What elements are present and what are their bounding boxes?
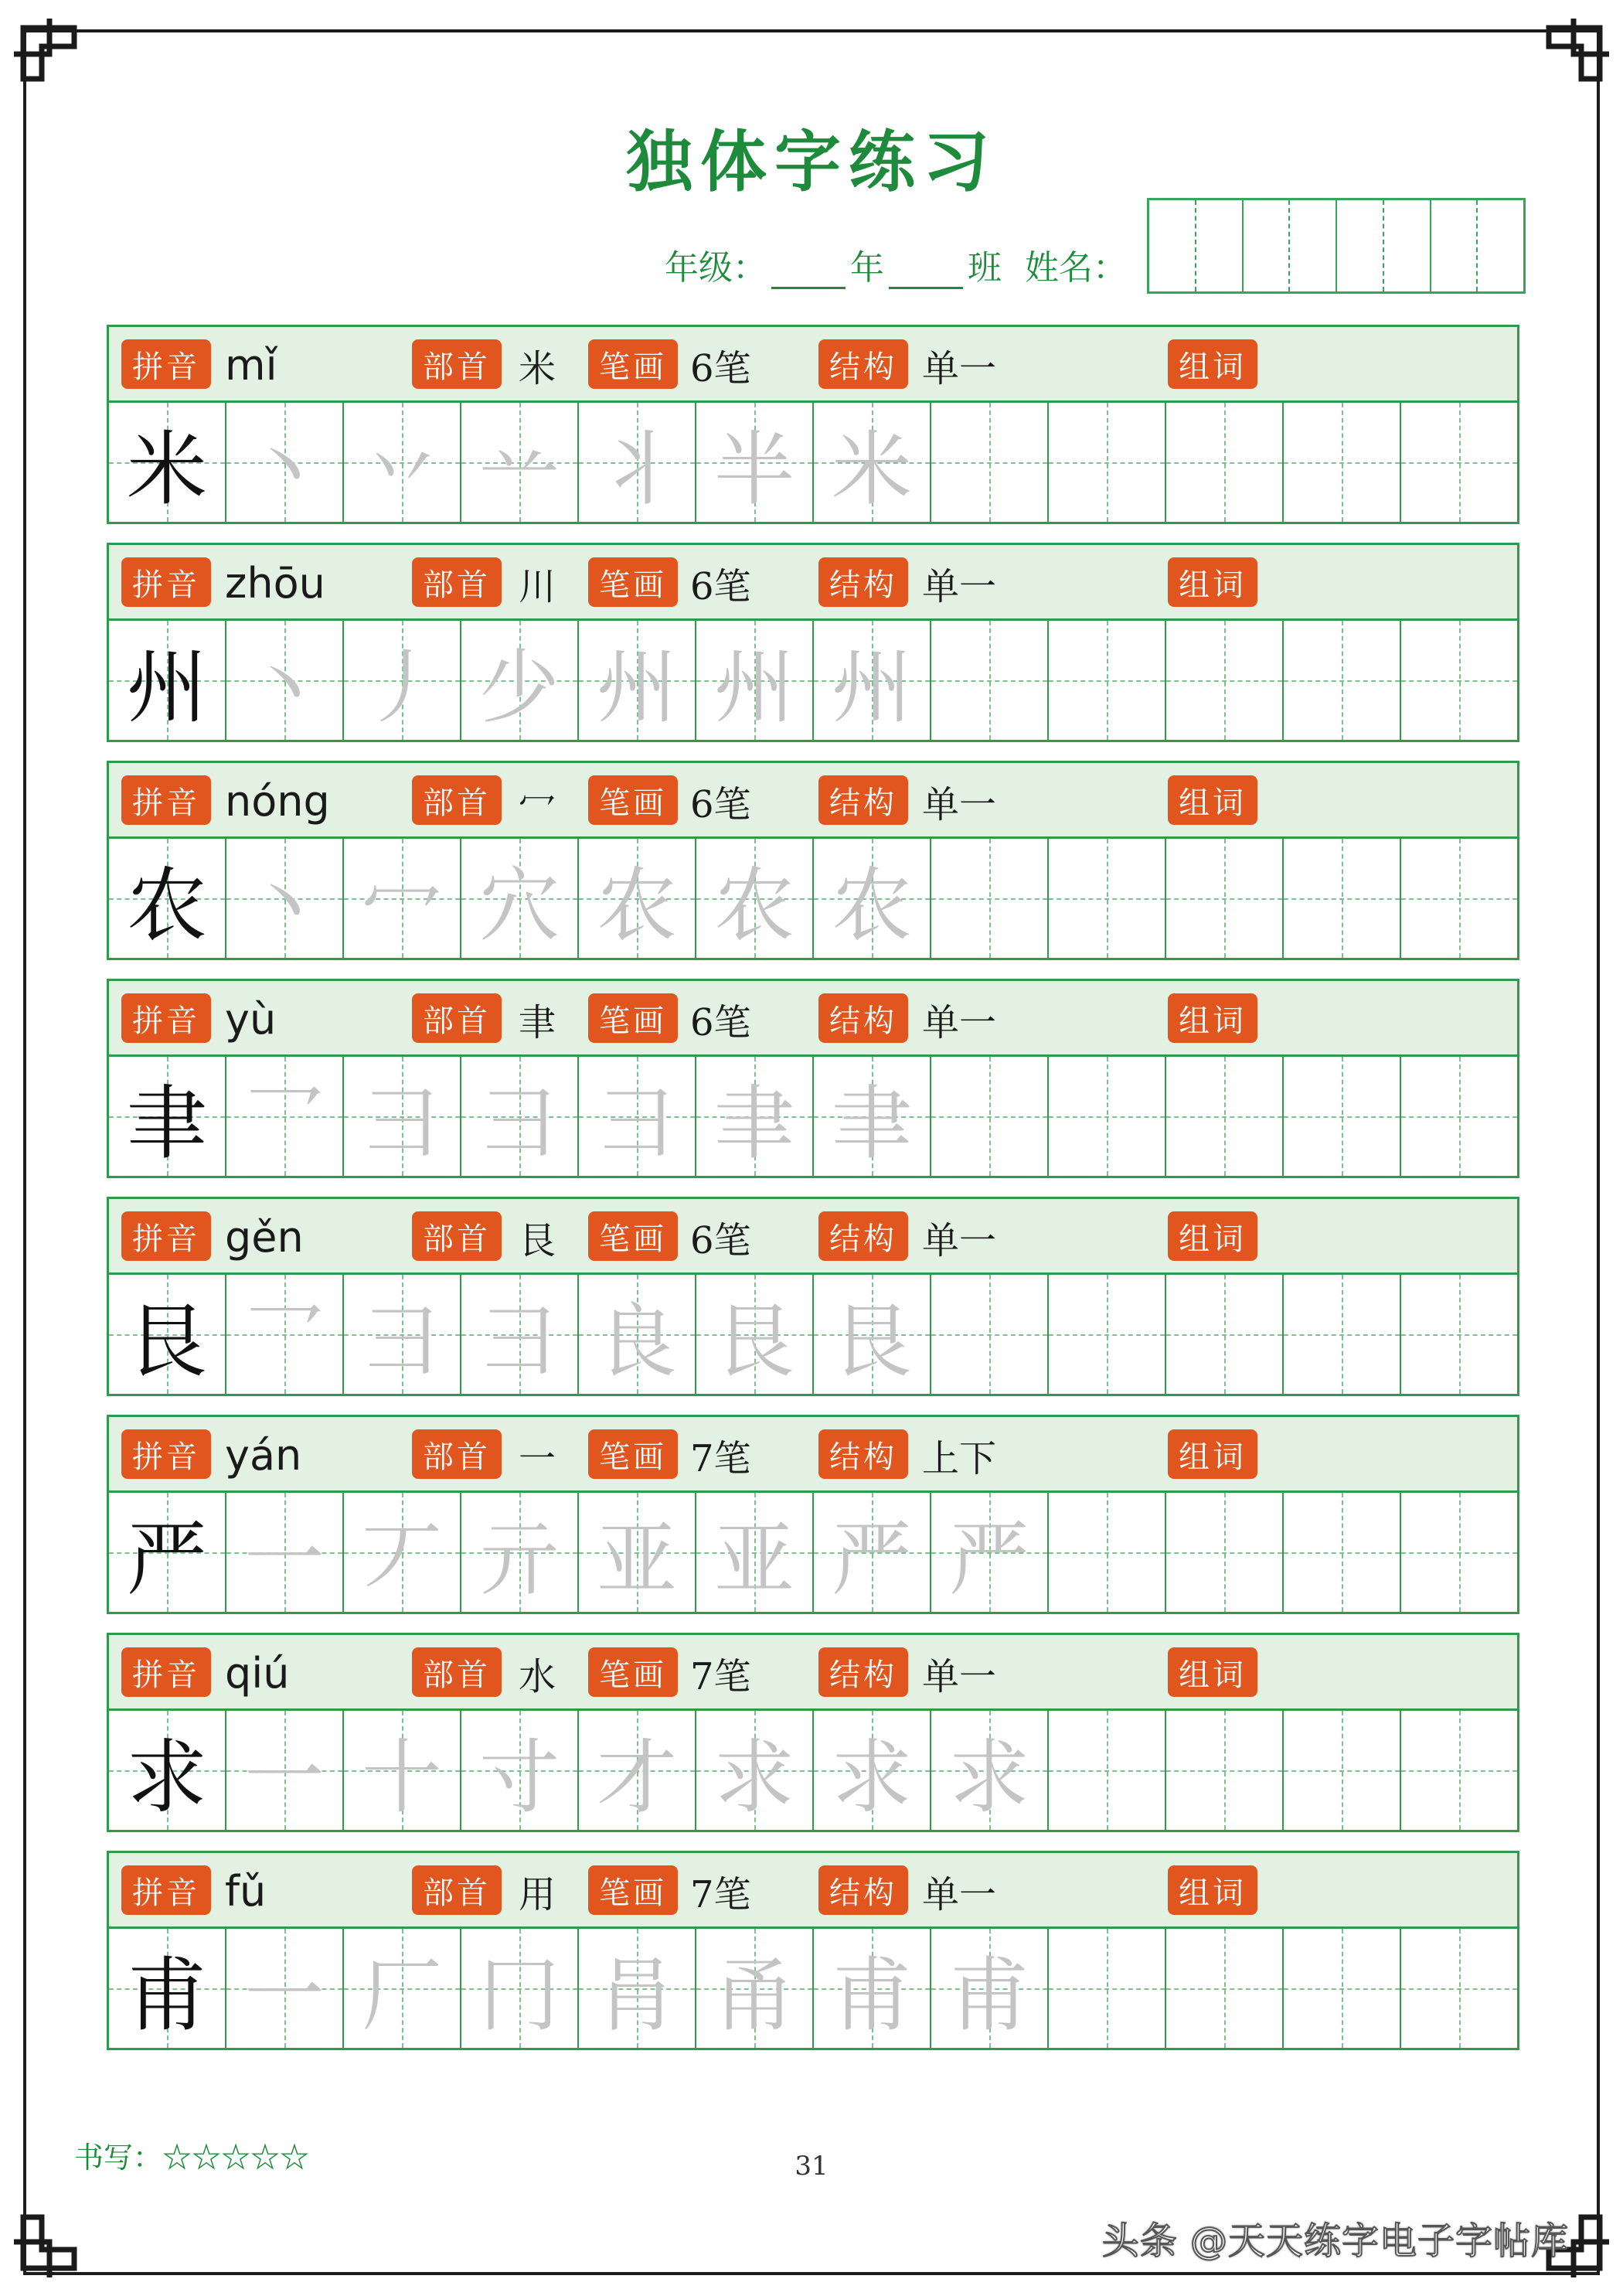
label-words: 组词 bbox=[1168, 775, 1257, 825]
tian-grid-cell[interactable] bbox=[579, 1929, 696, 2048]
tian-grid-row bbox=[109, 839, 1517, 958]
tian-grid-cell[interactable] bbox=[1166, 1493, 1284, 1612]
tian-grid-cell[interactable] bbox=[461, 1057, 579, 1176]
label-strokes: 笔画 bbox=[588, 1211, 678, 1261]
tian-grid-cell[interactable] bbox=[696, 1275, 814, 1394]
tian-grid-row bbox=[109, 1275, 1517, 1394]
stroke-order-trace: 乛 bbox=[243, 1076, 325, 1170]
tian-grid-cell[interactable] bbox=[814, 1275, 931, 1394]
character-info-header bbox=[109, 763, 1517, 839]
structure-value: 单一 bbox=[922, 1000, 997, 1044]
tian-grid-cell[interactable] bbox=[1284, 1057, 1401, 1176]
character-block bbox=[107, 1851, 1519, 2050]
character-block bbox=[107, 761, 1519, 960]
class-blank[interactable] bbox=[889, 253, 963, 289]
stroke-order-trace: 十 bbox=[361, 1730, 442, 1824]
model-character: 州 bbox=[126, 640, 207, 734]
tian-grid-cell[interactable] bbox=[579, 1057, 696, 1176]
tian-grid-cell[interactable] bbox=[461, 1493, 579, 1612]
stroke-order-trace: 冂 bbox=[478, 1948, 560, 2042]
radical-value: 冖 bbox=[519, 782, 556, 826]
rating-stars[interactable]: ☆☆☆☆☆ bbox=[162, 2141, 310, 2175]
tian-grid-cell[interactable] bbox=[1049, 1711, 1166, 1830]
strokes-value: 7笔 bbox=[690, 1872, 751, 1916]
tian-grid-cell[interactable] bbox=[696, 1929, 814, 2048]
label-radical: 部首 bbox=[412, 339, 502, 389]
tian-grid-cell[interactable] bbox=[1166, 621, 1284, 740]
tian-grid-cell[interactable] bbox=[814, 1711, 931, 1830]
name-label: 姓名： bbox=[1025, 248, 1127, 288]
name-writing-grid[interactable] bbox=[1147, 198, 1526, 294]
tian-grid-cell[interactable] bbox=[1049, 1493, 1166, 1612]
stroke-order-trace: 米 bbox=[831, 422, 912, 516]
tian-grid-cell[interactable] bbox=[1049, 839, 1166, 958]
character-block bbox=[107, 325, 1519, 524]
stroke-order-trace: 穴 bbox=[478, 858, 560, 952]
tian-grid-cell[interactable] bbox=[579, 403, 696, 522]
tian-grid-cell[interactable] bbox=[1166, 1057, 1284, 1176]
stroke-order-trace: 一 bbox=[243, 1730, 325, 1824]
tian-grid-row bbox=[109, 1929, 1517, 2048]
stroke-order-trace: 丬 bbox=[596, 422, 677, 516]
tian-grid-cell[interactable] bbox=[109, 1275, 226, 1394]
radical-value: 一 bbox=[519, 1436, 556, 1480]
tian-grid-cell[interactable] bbox=[461, 1275, 579, 1394]
strokes-value: 7笔 bbox=[690, 1436, 751, 1480]
stroke-order-trace: 农 bbox=[596, 858, 677, 952]
label-strokes: 笔画 bbox=[588, 339, 678, 389]
label-words: 组词 bbox=[1168, 557, 1257, 607]
stroke-order-trace: 一 bbox=[243, 1512, 325, 1606]
tian-grid-cell[interactable] bbox=[344, 1493, 461, 1612]
tian-grid-cell[interactable] bbox=[1166, 403, 1284, 522]
tian-grid-cell[interactable] bbox=[461, 621, 579, 740]
stroke-order-trace: 少 bbox=[478, 640, 560, 734]
label-pinyin: 拼音 bbox=[121, 1647, 211, 1697]
tian-grid-cell[interactable] bbox=[696, 403, 814, 522]
radical-value: 聿 bbox=[519, 1000, 556, 1044]
strokes-value: 7笔 bbox=[690, 1654, 751, 1698]
tian-grid-cell[interactable] bbox=[931, 1275, 1049, 1394]
character-block bbox=[107, 543, 1519, 742]
label-pinyin: 拼音 bbox=[121, 557, 211, 607]
stroke-order-trace: 彐 bbox=[478, 1294, 560, 1388]
model-character: 米 bbox=[126, 422, 207, 516]
tian-grid-cell[interactable] bbox=[461, 403, 579, 522]
structure-value: 单一 bbox=[922, 1654, 997, 1698]
tian-grid-cell[interactable] bbox=[579, 1275, 696, 1394]
label-words: 组词 bbox=[1168, 1647, 1257, 1697]
tian-grid-cell[interactable] bbox=[579, 839, 696, 958]
stroke-order-trace: 寸 bbox=[478, 1730, 560, 1824]
stroke-order-trace: 求 bbox=[831, 1730, 912, 1824]
tian-grid-cell[interactable] bbox=[1401, 839, 1517, 958]
tian-grid-cell[interactable] bbox=[226, 1929, 344, 2048]
label-words: 组词 bbox=[1168, 1211, 1257, 1261]
stroke-order-trace: 丆 bbox=[361, 1512, 442, 1606]
label-radical: 部首 bbox=[412, 1865, 502, 1915]
stroke-order-trace: 求 bbox=[948, 1730, 1029, 1824]
tian-grid-cell[interactable] bbox=[461, 1711, 579, 1830]
stroke-order-trace: 良 bbox=[596, 1294, 677, 1388]
tian-grid-cell[interactable] bbox=[1284, 403, 1401, 522]
tian-grid-cell[interactable] bbox=[226, 839, 344, 958]
stroke-order-trace: 一 bbox=[243, 1948, 325, 2042]
tian-grid-cell[interactable] bbox=[696, 1711, 814, 1830]
student-info-line bbox=[665, 240, 1127, 289]
tian-grid-cell[interactable] bbox=[931, 1057, 1049, 1176]
year-label: 年 bbox=[850, 248, 884, 288]
stroke-order-trace: 亚 bbox=[596, 1512, 677, 1606]
label-structure: 结构 bbox=[818, 993, 908, 1043]
strokes-value: 6笔 bbox=[690, 564, 751, 608]
tian-grid-cell[interactable] bbox=[109, 1929, 226, 2048]
label-structure: 结构 bbox=[818, 557, 908, 607]
character-info-header bbox=[109, 1635, 1517, 1711]
tian-grid-cell[interactable] bbox=[814, 621, 931, 740]
label-radical: 部首 bbox=[412, 993, 502, 1043]
class-label: 班 bbox=[968, 248, 1002, 288]
stroke-order-trace: 亓 bbox=[478, 1512, 560, 1606]
label-radical: 部首 bbox=[412, 1211, 502, 1261]
label-strokes: 笔画 bbox=[588, 1647, 678, 1697]
radical-value: 水 bbox=[519, 1654, 556, 1698]
tian-grid-cell[interactable] bbox=[1401, 1493, 1517, 1612]
character-info-header bbox=[109, 545, 1517, 621]
tian-grid-cell[interactable] bbox=[109, 621, 226, 740]
stroke-order-trace: 厂 bbox=[361, 1948, 442, 2042]
tian-grid-cell[interactable] bbox=[1049, 621, 1166, 740]
tian-grid-cell[interactable] bbox=[579, 621, 696, 740]
radical-value: 川 bbox=[519, 564, 556, 608]
label-strokes: 笔画 bbox=[588, 993, 678, 1043]
tian-grid-cell[interactable] bbox=[1166, 839, 1284, 958]
character-block bbox=[107, 1197, 1519, 1396]
label-strokes: 笔画 bbox=[588, 1865, 678, 1915]
tian-grid-cell[interactable] bbox=[814, 839, 931, 958]
tian-grid-cell[interactable] bbox=[1401, 621, 1517, 740]
stroke-order-trace: 冖 bbox=[361, 858, 442, 952]
tian-grid-cell[interactable] bbox=[109, 839, 226, 958]
character-block bbox=[107, 1633, 1519, 1832]
tian-grid-cell[interactable] bbox=[109, 1493, 226, 1612]
stroke-order-trace: 州 bbox=[713, 640, 794, 734]
structure-value: 单一 bbox=[922, 564, 997, 608]
stroke-order-trace: 䒑 bbox=[478, 422, 560, 516]
tian-grid-cell[interactable] bbox=[1049, 403, 1166, 522]
tian-grid-cell[interactable] bbox=[226, 621, 344, 740]
tian-grid-cell[interactable] bbox=[1401, 1711, 1517, 1830]
tian-grid-cell[interactable] bbox=[344, 1057, 461, 1176]
grade-label: 年级： bbox=[665, 248, 767, 288]
label-pinyin: 拼音 bbox=[121, 1211, 211, 1261]
model-character: 甫 bbox=[126, 1948, 207, 2042]
label-structure: 结构 bbox=[818, 1647, 908, 1697]
tian-grid-cell[interactable] bbox=[696, 839, 814, 958]
tian-grid-cell[interactable] bbox=[696, 621, 814, 740]
tian-grid-cell[interactable] bbox=[1284, 1493, 1401, 1612]
radical-value: 米 bbox=[519, 346, 556, 390]
tian-grid-cell[interactable] bbox=[226, 403, 344, 522]
corner-ornament-bottom-left bbox=[6, 2200, 91, 2285]
label-pinyin: 拼音 bbox=[121, 775, 211, 825]
label-words: 组词 bbox=[1168, 993, 1257, 1043]
stroke-order-trace: 甬 bbox=[713, 1948, 794, 2042]
page-title: 独体字练习 bbox=[626, 123, 997, 201]
pinyin-value: yán bbox=[225, 1430, 302, 1480]
corner-ornament-top-right bbox=[1532, 11, 1617, 96]
tian-grid-cell[interactable] bbox=[1166, 1929, 1284, 2048]
stroke-order-trace: 亚 bbox=[713, 1512, 794, 1606]
tian-grid-cell[interactable] bbox=[931, 403, 1049, 522]
tian-grid-cell[interactable] bbox=[696, 1057, 814, 1176]
tian-grid-row bbox=[109, 1057, 1517, 1176]
tian-grid-cell[interactable] bbox=[344, 403, 461, 522]
model-character: 聿 bbox=[126, 1076, 207, 1170]
stroke-order-trace: 聿 bbox=[713, 1076, 794, 1170]
tian-grid-cell[interactable] bbox=[1284, 839, 1401, 958]
tian-grid-cell[interactable] bbox=[1401, 1057, 1517, 1176]
label-strokes: 笔画 bbox=[588, 775, 678, 825]
label-radical: 部首 bbox=[412, 557, 502, 607]
tian-grid-cell[interactable] bbox=[344, 1929, 461, 2048]
grade-blank[interactable] bbox=[771, 253, 846, 289]
model-character: 农 bbox=[126, 858, 207, 952]
tian-grid-cell[interactable] bbox=[461, 839, 579, 958]
stroke-order-trace: 甫 bbox=[948, 1948, 1029, 2042]
tian-grid-cell[interactable] bbox=[1049, 1275, 1166, 1394]
tian-grid-cell[interactable] bbox=[1049, 1057, 1166, 1176]
stroke-order-trace: 丶 bbox=[243, 422, 325, 516]
stroke-order-trace: 农 bbox=[713, 858, 794, 952]
tian-grid-cell[interactable] bbox=[931, 839, 1049, 958]
tian-grid-cell[interactable] bbox=[226, 1057, 344, 1176]
strokes-value: 6笔 bbox=[690, 346, 751, 390]
stroke-order-trace: 才 bbox=[596, 1730, 677, 1824]
structure-value: 单一 bbox=[922, 1872, 997, 1916]
tian-grid-cell[interactable] bbox=[1284, 1929, 1401, 2048]
tian-grid-row bbox=[109, 1493, 1517, 1612]
label-structure: 结构 bbox=[818, 339, 908, 389]
stroke-order-trace: 肙 bbox=[596, 1948, 677, 2042]
label-pinyin: 拼音 bbox=[121, 1429, 211, 1479]
tian-grid-cell[interactable] bbox=[696, 1493, 814, 1612]
tian-grid-cell[interactable] bbox=[1166, 1711, 1284, 1830]
tian-grid-cell[interactable] bbox=[109, 1057, 226, 1176]
tian-grid-row bbox=[109, 1711, 1517, 1830]
tian-grid-cell[interactable] bbox=[1166, 1275, 1284, 1394]
stroke-order-trace: 聿 bbox=[831, 1076, 912, 1170]
tian-grid-cell[interactable] bbox=[814, 1493, 931, 1612]
character-info-header bbox=[109, 981, 1517, 1057]
stroke-order-trace: 丶 bbox=[243, 640, 325, 734]
tian-grid-cell[interactable] bbox=[814, 1057, 931, 1176]
stroke-order-trace: 艮 bbox=[713, 1294, 794, 1388]
tian-grid-cell[interactable] bbox=[579, 1711, 696, 1830]
tian-grid-cell[interactable] bbox=[226, 1493, 344, 1612]
pinyin-value: zhōu bbox=[225, 558, 325, 608]
label-words: 组词 bbox=[1168, 339, 1257, 389]
label-structure: 结构 bbox=[818, 1865, 908, 1915]
structure-value: 单一 bbox=[922, 1218, 997, 1262]
tian-grid-cell[interactable] bbox=[931, 1493, 1049, 1612]
label-structure: 结构 bbox=[818, 1429, 908, 1479]
tian-grid-cell[interactable] bbox=[1049, 1929, 1166, 2048]
stroke-order-trace: 农 bbox=[831, 858, 912, 952]
tian-grid-cell[interactable] bbox=[1401, 1275, 1517, 1394]
tian-grid-cell[interactable] bbox=[1284, 1711, 1401, 1830]
model-character: 艮 bbox=[126, 1294, 207, 1388]
model-character: 求 bbox=[126, 1730, 207, 1824]
tian-grid-cell[interactable] bbox=[226, 1711, 344, 1830]
label-strokes: 笔画 bbox=[588, 557, 678, 607]
tian-grid-cell[interactable] bbox=[1401, 403, 1517, 522]
stroke-order-trace: 州 bbox=[831, 640, 912, 734]
structure-value: 单一 bbox=[922, 346, 997, 390]
character-block bbox=[107, 1415, 1519, 1614]
stroke-order-trace: 彐 bbox=[361, 1294, 442, 1388]
character-info-header bbox=[109, 1417, 1517, 1493]
tian-grid-cell[interactable] bbox=[1284, 621, 1401, 740]
tian-grid-cell[interactable] bbox=[109, 403, 226, 522]
watermark: 头条 @天天练字电子字帖库 bbox=[1101, 2219, 1569, 2263]
label-pinyin: 拼音 bbox=[121, 1865, 211, 1915]
tian-grid-row bbox=[109, 403, 1517, 522]
tian-grid-cell[interactable] bbox=[461, 1929, 579, 2048]
pinyin-value: gěn bbox=[225, 1212, 304, 1262]
radical-value: 用 bbox=[519, 1872, 556, 1916]
stroke-order-trace: 艮 bbox=[831, 1294, 912, 1388]
label-strokes: 笔画 bbox=[588, 1429, 678, 1479]
stroke-order-trace: 甫 bbox=[831, 1948, 912, 2042]
writing-label: 书写： bbox=[74, 2141, 163, 2175]
pinyin-value: nóng bbox=[225, 776, 330, 826]
tian-grid-cell[interactable] bbox=[109, 1711, 226, 1830]
tian-grid-cell[interactable] bbox=[344, 621, 461, 740]
tian-grid-cell[interactable] bbox=[226, 1275, 344, 1394]
tian-grid-cell[interactable] bbox=[814, 1929, 931, 2048]
label-radical: 部首 bbox=[412, 1429, 502, 1479]
stroke-order-trace: 严 bbox=[948, 1512, 1029, 1606]
tian-grid-cell[interactable] bbox=[1284, 1275, 1401, 1394]
label-pinyin: 拼音 bbox=[121, 339, 211, 389]
page-number: 31 bbox=[794, 2151, 829, 2182]
corner-ornament-top-left bbox=[6, 11, 91, 96]
tian-grid-cell[interactable] bbox=[344, 1711, 461, 1830]
label-structure: 结构 bbox=[818, 1211, 908, 1261]
stroke-order-trace: 州 bbox=[596, 640, 677, 734]
tian-grid-cell[interactable] bbox=[579, 1493, 696, 1612]
pinyin-value: mǐ bbox=[225, 340, 277, 390]
model-character: 严 bbox=[126, 1512, 207, 1606]
pinyin-value: qiú bbox=[225, 1648, 290, 1698]
label-radical: 部首 bbox=[412, 1647, 502, 1697]
tian-grid-cell[interactable] bbox=[344, 839, 461, 958]
pinyin-value: yù bbox=[225, 994, 277, 1044]
tian-grid-cell[interactable] bbox=[931, 1711, 1049, 1830]
character-info-header bbox=[109, 1199, 1517, 1275]
tian-grid-cell[interactable] bbox=[1401, 1929, 1517, 2048]
label-words: 组词 bbox=[1168, 1865, 1257, 1915]
label-words: 组词 bbox=[1168, 1429, 1257, 1479]
stroke-order-trace: 丿 bbox=[361, 640, 442, 734]
structure-value: 上下 bbox=[922, 1436, 997, 1480]
stroke-order-trace: 丷 bbox=[361, 422, 442, 516]
character-info-header bbox=[109, 327, 1517, 403]
radical-value: 艮 bbox=[519, 1218, 556, 1262]
label-radical: 部首 bbox=[412, 775, 502, 825]
tian-grid-cell[interactable] bbox=[931, 621, 1049, 740]
label-pinyin: 拼音 bbox=[121, 993, 211, 1043]
strokes-value: 6笔 bbox=[690, 782, 751, 826]
stroke-order-trace: 乛 bbox=[243, 1294, 325, 1388]
stroke-order-trace: 求 bbox=[713, 1730, 794, 1824]
character-block bbox=[107, 979, 1519, 1178]
tian-grid-cell[interactable] bbox=[814, 403, 931, 522]
stroke-order-trace: 严 bbox=[831, 1512, 912, 1606]
stroke-order-trace: 彐 bbox=[361, 1076, 442, 1170]
strokes-value: 6笔 bbox=[690, 1000, 751, 1044]
tian-grid-row bbox=[109, 621, 1517, 740]
stroke-order-trace: 丶 bbox=[243, 858, 325, 952]
strokes-value: 6笔 bbox=[690, 1218, 751, 1262]
stroke-order-trace: 半 bbox=[713, 422, 794, 516]
stroke-order-trace: ⺕ bbox=[596, 1076, 677, 1170]
label-structure: 结构 bbox=[818, 775, 908, 825]
pinyin-value: fǔ bbox=[225, 1866, 267, 1916]
tian-grid-cell[interactable] bbox=[344, 1275, 461, 1394]
stroke-order-trace: 彐 bbox=[478, 1076, 560, 1170]
tian-grid-cell[interactable] bbox=[931, 1929, 1049, 2048]
character-info-header bbox=[109, 1853, 1517, 1929]
structure-value: 单一 bbox=[922, 782, 997, 826]
